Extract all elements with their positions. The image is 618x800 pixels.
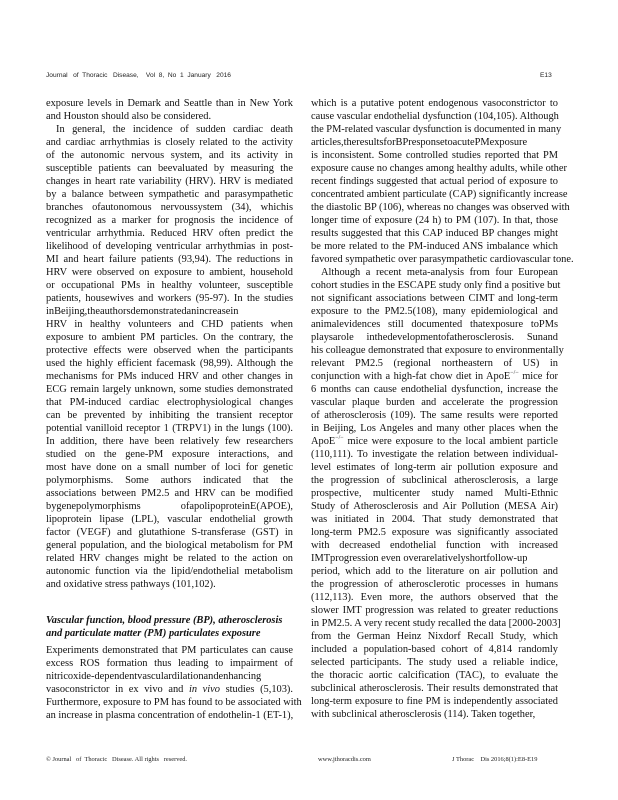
text-line: used the highly efficient facemask (98,99). Although the bbox=[46, 358, 293, 369]
text-line: changes in heart rate variability (HRV). HRV is mediated bbox=[46, 176, 293, 187]
text-line: an increase in plasma concentration of endothelin-1 (ET-1), bbox=[46, 710, 294, 721]
text-line: from the German Heinz Nixdorf Recall Study, which bbox=[311, 631, 558, 642]
text-line: not significant associations between CIMT and long-term bbox=[311, 293, 558, 304]
text-span: conjunction with a high-fat chow diet in ApoE bbox=[311, 371, 511, 382]
text-line: can be prevented by inhibiting the transient receptor bbox=[46, 410, 293, 421]
page-number: E13 bbox=[540, 72, 552, 79]
text-line: Experiments demonstrated that PM particulates can cause bbox=[46, 645, 293, 656]
text-line: autonomic function via the lipid/endothelial metabolism bbox=[46, 566, 293, 577]
text-line: factor (VEGF) and glutathione S-transferase (GST) in bbox=[46, 527, 293, 538]
text-line: be more related to the PM-induced ANS imbalance which bbox=[311, 241, 558, 252]
text-line bbox=[46, 683, 293, 696]
text-line: playsarole inthedevelopmentofatherosclerosis. Sunand bbox=[311, 332, 558, 343]
text-line: in Beijing, Los Angeles and many other places when the bbox=[311, 423, 558, 434]
text-line: included a population-based cohort of 4,814 randomly bbox=[311, 644, 558, 655]
text-line: (112,113). Even more, the authors observed that the bbox=[311, 592, 558, 603]
text-line: most have done on a small number of loci for genetic bbox=[46, 462, 293, 473]
text-line: HRV were observed on exposure to ambient, household bbox=[46, 267, 293, 278]
text-line: concentrated ambient particulate (CAP) significantly increase bbox=[311, 189, 568, 200]
footer-citation: J Thorac Dis 2016;8(1):E8-E19 bbox=[452, 756, 538, 763]
text-line: related HRV changes might be related to the action on bbox=[46, 553, 293, 564]
text-line: of the autonomic nervous system, and its activity in bbox=[46, 150, 293, 161]
text-line: patients, housewives and workers (95-97). In the studies bbox=[46, 293, 293, 304]
text-span: vasoconstrictor in ex vivo and bbox=[46, 684, 189, 695]
text-line: ventricular arrhythmia. Reduced HRV often predict the bbox=[46, 228, 293, 239]
text-line: the thoracic aortic calcification (TAC), to evaluate the bbox=[311, 670, 558, 681]
text-line: HRV in healthy volunteers and CHD patients when bbox=[46, 319, 293, 330]
superscript: −/− bbox=[510, 370, 519, 376]
text-line: or occupational PMs in healthy volunteer, susceptible bbox=[46, 280, 293, 291]
text-line: exposure to the PM2.5(108), many epidemiological and bbox=[311, 306, 558, 317]
text-span: mice for bbox=[518, 371, 558, 382]
text-line: exposure cause no changes among healthy adults, while other bbox=[311, 163, 567, 174]
right-column bbox=[311, 97, 574, 721]
text-line: associations between PM2.5 and HRV can be modified bbox=[46, 488, 293, 499]
footer-copyright: © Journal of Thoracic Disease. All rights reserved. bbox=[46, 756, 188, 763]
text-line: prospective, multicenter study named Multi-Ethnic bbox=[311, 488, 558, 499]
text-line: Furthermore, exposure to PM has found to be associated with bbox=[46, 697, 302, 708]
text-line: the PM-related vascular dysfunction is documented in many bbox=[311, 124, 562, 135]
text-line: level estimates of long-term air pollution exposure and bbox=[311, 462, 558, 473]
text-line: (110,111). To investigate the relation between individual- bbox=[311, 449, 558, 460]
text-line: slower IMT progression was related to greater reductions bbox=[311, 605, 558, 616]
text-line: was initiated in 2004. That study demonstrated that bbox=[311, 514, 558, 525]
text-line: protective effects were observed when the participants bbox=[46, 345, 293, 356]
text-line: the progression of atherosclerotic processes in humans bbox=[311, 579, 558, 590]
text-line: the progression of subclinical atherosclerosis, a large bbox=[311, 475, 558, 486]
text-line: by a balance between sympathetic and parasympathetic bbox=[46, 189, 293, 200]
text-line: general population, and the biological metabolism for PM bbox=[46, 540, 293, 551]
text-line: susceptible patients can beevaluated by measuring the bbox=[46, 163, 293, 174]
text-line: in PM2.5. A very recent study recalled the data [2000-2003] bbox=[311, 618, 561, 629]
text-line: long-term exposure to fine PM is independently associated bbox=[311, 696, 558, 707]
text-line: with subclinical atherosclerosis (114). Taken together, bbox=[311, 709, 536, 720]
text-line: with decreased endothelial function with increased bbox=[311, 540, 558, 551]
text-line: exposure to ambient PM particles. On the contrary, the bbox=[46, 332, 293, 343]
text-line: polymorphisms. Some authors indicated that the bbox=[46, 475, 293, 486]
text-line bbox=[311, 435, 558, 448]
text-line: long-term PM2.5 exposure was significantly associated bbox=[311, 527, 558, 538]
text-line: his colleague demonstrated that exposure to environmentally bbox=[311, 345, 564, 356]
text-line: which is a putative potent endogenous vasoconstrictor to bbox=[311, 98, 558, 109]
text-line: potential vanilloid receptor 1 (TRPV1) in the lungs (100). bbox=[46, 423, 293, 434]
text-line: vascular plaque burden and accelerate the progression bbox=[311, 397, 558, 408]
text-line: and Houston should also be considered. bbox=[46, 111, 212, 122]
text-line: cohort studies in the ESCAPE study only find a positive but bbox=[311, 280, 561, 291]
text-line: recognized as a marker for prognosis the incidence of bbox=[46, 215, 293, 226]
text-line: recent findings suggested that actual period of exposure to bbox=[311, 176, 558, 187]
text-line: the diastolic BP (106), whereas no changes was observed with bbox=[311, 202, 570, 213]
text-line: of atherosclerosis (109). The same results were reported bbox=[311, 410, 558, 421]
text-line: nitricoxide-dependentvasculardilationandenhancing bbox=[46, 671, 262, 682]
footer-url[interactable]: www.jthoracdis.com bbox=[318, 756, 371, 763]
text-line: MI and heart failure patients (93,94). The reductions in bbox=[46, 254, 293, 265]
text-line: mechanisms for PMs induced HRV and other changes in bbox=[46, 371, 293, 382]
text-line: favored sympathetic over parasympathetic cardiovascular tone. bbox=[311, 254, 574, 265]
text-line: branches ofautonomous nervoussystem (34), whichis bbox=[46, 202, 293, 213]
text-line: articles,theresultsforBPresponsetoacutePMexposure bbox=[311, 137, 528, 148]
text-line: animalevidences still documented thatexposure toPMs bbox=[311, 319, 558, 330]
italic-text: in vivo bbox=[188, 684, 220, 695]
text-line: In addition, there have been relatively few researchers bbox=[46, 436, 293, 447]
text-line: exposure levels in Demark and Seattle than in New York bbox=[46, 98, 293, 109]
text-line: relevant PM2.5 (regional northeastern of US) in bbox=[311, 358, 558, 369]
text-line: results suggested that this CAP induced BP changes might bbox=[311, 228, 558, 239]
text-line: longer time of exposure (24 h) to PM (107). In that, those bbox=[311, 215, 558, 226]
text-line: lipoprotein lipase (LPL), vascular endothelial growth bbox=[46, 514, 293, 525]
text-span: mice were exposure to the local ambient particle bbox=[343, 436, 558, 447]
text-span: ApoE bbox=[311, 436, 336, 447]
section-heading: Vascular function, blood pressure (BP), atherosclerosis and particulate matter (PM) particulates exposure bbox=[46, 615, 283, 639]
running-header-journal: Journal of Thoracic Disease, Vol 8, No 1 January 2016 bbox=[46, 72, 231, 79]
left-column bbox=[46, 97, 293, 591]
text-line: that PM-induced cardiac electrophysiological changes bbox=[46, 397, 293, 408]
text-line: and cardiac arrhythmias is closely related to the activity bbox=[46, 137, 293, 148]
section-body bbox=[46, 644, 302, 722]
text-line: selected participants. The study used a reliable indice, bbox=[311, 657, 558, 668]
text-line: studied on the gene-PM exposure interactions, and bbox=[46, 449, 293, 460]
text-line: bygenepolymorphisms ofapolipoproteinE(APOE), bbox=[46, 501, 293, 512]
text-line: Study of Atherosclerosis and Air Pollution (MESA Air) bbox=[311, 501, 558, 512]
text-line: cause vascular endothelial dysfunction (104,105). Although bbox=[311, 111, 559, 122]
text-line: and oxidative stress pathways (101,102). bbox=[46, 579, 216, 590]
text-line: Although a recent meta-analysis from four European bbox=[321, 267, 558, 278]
text-line: likelihood of developing ventricular arrhythmias in post- bbox=[46, 241, 293, 252]
text-line: period, which add to the literature on air pollution and bbox=[311, 566, 558, 577]
text-line: ECG remain largely unknown, some studies demonstrated bbox=[46, 384, 293, 395]
text-line: excess ROS formation thus leading to impairment of bbox=[46, 658, 293, 669]
text-line: 6 months can cause endothelial dysfunction, increase the bbox=[311, 384, 558, 395]
text-line: is inconsistent. Some controlled studies reported that PM bbox=[311, 150, 558, 161]
text-line: inBeijing,theauthorsdemonstratedanincreasein bbox=[46, 306, 239, 317]
superscript: −/− bbox=[335, 435, 344, 441]
text-span: studies (5,103). bbox=[219, 684, 293, 695]
text-line: In general, the incidence of sudden cardiac death bbox=[56, 124, 293, 135]
text-line: subclinical atherosclerosis. Their results demonstrated that bbox=[311, 683, 558, 694]
text-line bbox=[311, 370, 558, 383]
section bbox=[46, 614, 302, 722]
text-line: IMTprogression even overarelativelyshortfollow-up bbox=[311, 553, 528, 564]
